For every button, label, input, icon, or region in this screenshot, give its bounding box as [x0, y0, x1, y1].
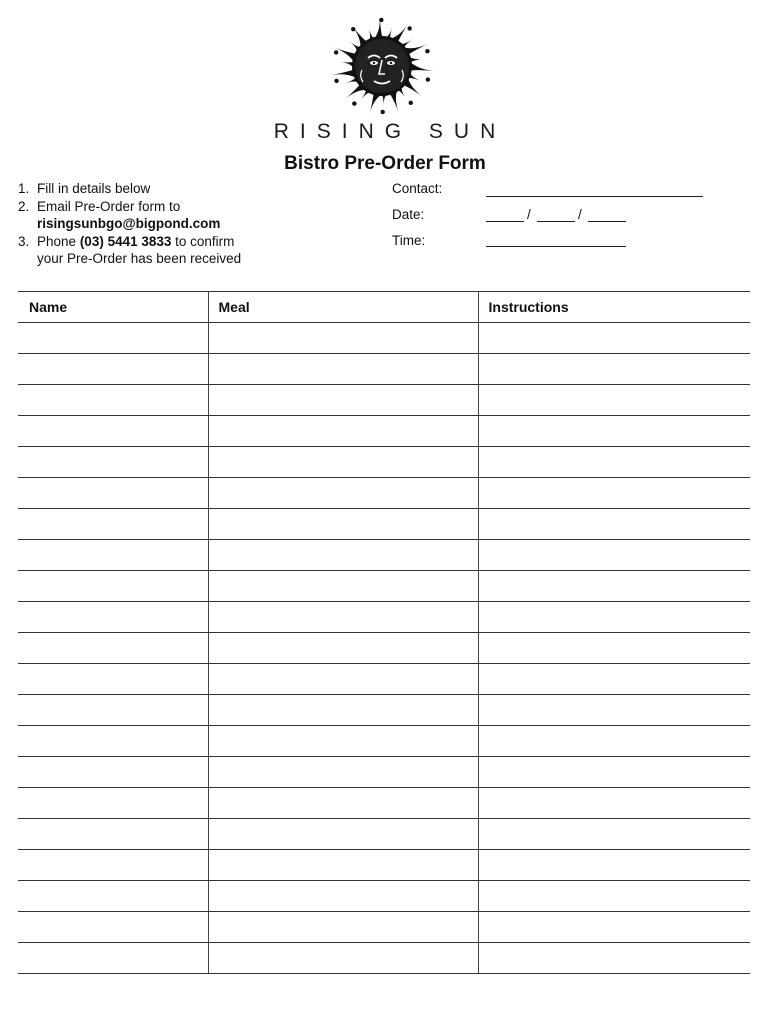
meal-cell[interactable] [208, 571, 478, 602]
meal-cell[interactable] [208, 509, 478, 540]
name-cell[interactable] [18, 664, 208, 695]
step-number: 3. [18, 233, 30, 249]
instructions-cell[interactable] [478, 726, 750, 757]
date-label: Date: [392, 207, 425, 222]
table-row [18, 540, 750, 571]
date-separator: / [527, 207, 531, 222]
name-cell[interactable] [18, 757, 208, 788]
step-text: Email Pre-Order form to [37, 198, 181, 214]
instructions-cell[interactable] [478, 509, 750, 540]
table-row [18, 478, 750, 509]
page-title: Bistro Pre-Order Form [284, 153, 486, 174]
brand-name: RISING SUN [273, 120, 507, 143]
meal-cell[interactable] [208, 633, 478, 664]
step-number: 2. [18, 198, 30, 214]
table-header-row [18, 292, 750, 323]
instructions-cell[interactable] [478, 881, 750, 912]
name-cell[interactable] [18, 323, 208, 354]
table-row [18, 726, 750, 757]
instructions-cell[interactable] [478, 788, 750, 819]
instructions-cell[interactable] [478, 912, 750, 943]
meal-cell[interactable] [208, 850, 478, 881]
meal-cell[interactable] [208, 354, 478, 385]
instruction-step-2 [18, 198, 348, 233]
instructions-cell[interactable] [478, 850, 750, 881]
name-cell[interactable] [18, 912, 208, 943]
time-row [392, 233, 712, 253]
contact-row [392, 181, 712, 201]
meal-cell[interactable] [208, 943, 478, 974]
instructions-cell[interactable] [478, 633, 750, 664]
instructions-cell[interactable] [478, 385, 750, 416]
meal-cell[interactable] [208, 323, 478, 354]
instruction-step-1 [18, 180, 348, 198]
meal-cell[interactable] [208, 602, 478, 633]
table-row [18, 695, 750, 726]
name-cell[interactable] [18, 571, 208, 602]
table-row [18, 571, 750, 602]
name-cell[interactable] [18, 540, 208, 571]
table-row [18, 912, 750, 943]
contact-field[interactable] [486, 196, 703, 197]
meal-cell[interactable] [208, 726, 478, 757]
instructions-cell[interactable] [478, 478, 750, 509]
name-cell[interactable] [18, 354, 208, 385]
instructions-cell[interactable] [478, 354, 750, 385]
instructions-cell[interactable] [478, 664, 750, 695]
name-cell[interactable] [18, 943, 208, 974]
name-cell[interactable] [18, 447, 208, 478]
sun-face-icon [320, 12, 444, 120]
table-row [18, 881, 750, 912]
name-cell[interactable] [18, 881, 208, 912]
instructions-cell[interactable] [478, 819, 750, 850]
table-row [18, 602, 750, 633]
meal-cell[interactable] [208, 695, 478, 726]
table-row [18, 354, 750, 385]
name-cell[interactable] [18, 726, 208, 757]
name-cell[interactable] [18, 695, 208, 726]
meal-cell[interactable] [208, 385, 478, 416]
meal-cell[interactable] [208, 819, 478, 850]
meal-cell[interactable] [208, 478, 478, 509]
instructions-cell[interactable] [478, 416, 750, 447]
meal-cell[interactable] [208, 447, 478, 478]
table-row [18, 943, 750, 974]
instructions-cell[interactable] [478, 602, 750, 633]
name-cell[interactable] [18, 850, 208, 881]
meal-cell[interactable] [208, 664, 478, 695]
table-row [18, 385, 750, 416]
table-row [18, 664, 750, 695]
step-number: 1. [18, 181, 30, 196]
name-cell[interactable] [18, 788, 208, 819]
step-text: your Pre-Order has been received [37, 251, 242, 266]
email-address[interactable]: risingsunbgo@bigpond.com [37, 216, 221, 231]
time-label: Time: [392, 233, 426, 248]
table-row [18, 416, 750, 447]
meal-cell[interactable] [208, 912, 478, 943]
table-row [18, 323, 750, 354]
meal-cell[interactable] [208, 416, 478, 447]
step-text: to confirm [175, 233, 235, 249]
instruction-step-3 [18, 233, 348, 268]
meal-cell[interactable] [208, 788, 478, 819]
column-header-instructions: Instructions [478, 292, 750, 323]
instructions-cell[interactable] [478, 571, 750, 602]
table-row [18, 633, 750, 664]
instructions-cell[interactable] [478, 943, 750, 974]
instructions-cell[interactable] [478, 447, 750, 478]
date-year-field[interactable] [588, 221, 626, 222]
name-cell[interactable] [18, 385, 208, 416]
name-cell[interactable] [18, 416, 208, 447]
column-header-name: Name [18, 292, 208, 323]
instructions-cell[interactable] [478, 757, 750, 788]
table-row [18, 757, 750, 788]
date-row [392, 207, 712, 227]
instructions-cell[interactable] [478, 323, 750, 354]
name-cell[interactable] [18, 633, 208, 664]
date-day-field[interactable] [486, 221, 524, 222]
meal-cell[interactable] [208, 757, 478, 788]
date-separator: / [578, 207, 582, 222]
instruction-list [18, 180, 348, 268]
order-table [18, 291, 750, 974]
step-text: Phone [37, 233, 77, 249]
table-row [18, 509, 750, 540]
name-cell[interactable] [18, 602, 208, 633]
meal-cell[interactable] [208, 540, 478, 571]
instructions-cell[interactable] [478, 695, 750, 726]
phone-number[interactable]: (03) 5441 3833 [79, 233, 172, 249]
time-field[interactable] [486, 246, 626, 247]
name-cell[interactable] [18, 509, 208, 540]
contact-label: Contact: [392, 181, 443, 196]
table-row [18, 819, 750, 850]
table-row [18, 850, 750, 881]
name-cell[interactable] [18, 478, 208, 509]
meal-cell[interactable] [208, 881, 478, 912]
table-row [18, 447, 750, 478]
step-text: Fill in details below [37, 181, 151, 196]
table-row [18, 788, 750, 819]
instructions-cell[interactable] [478, 540, 750, 571]
date-month-field[interactable] [537, 221, 575, 222]
name-cell[interactable] [18, 819, 208, 850]
column-header-meal: Meal [208, 292, 478, 323]
